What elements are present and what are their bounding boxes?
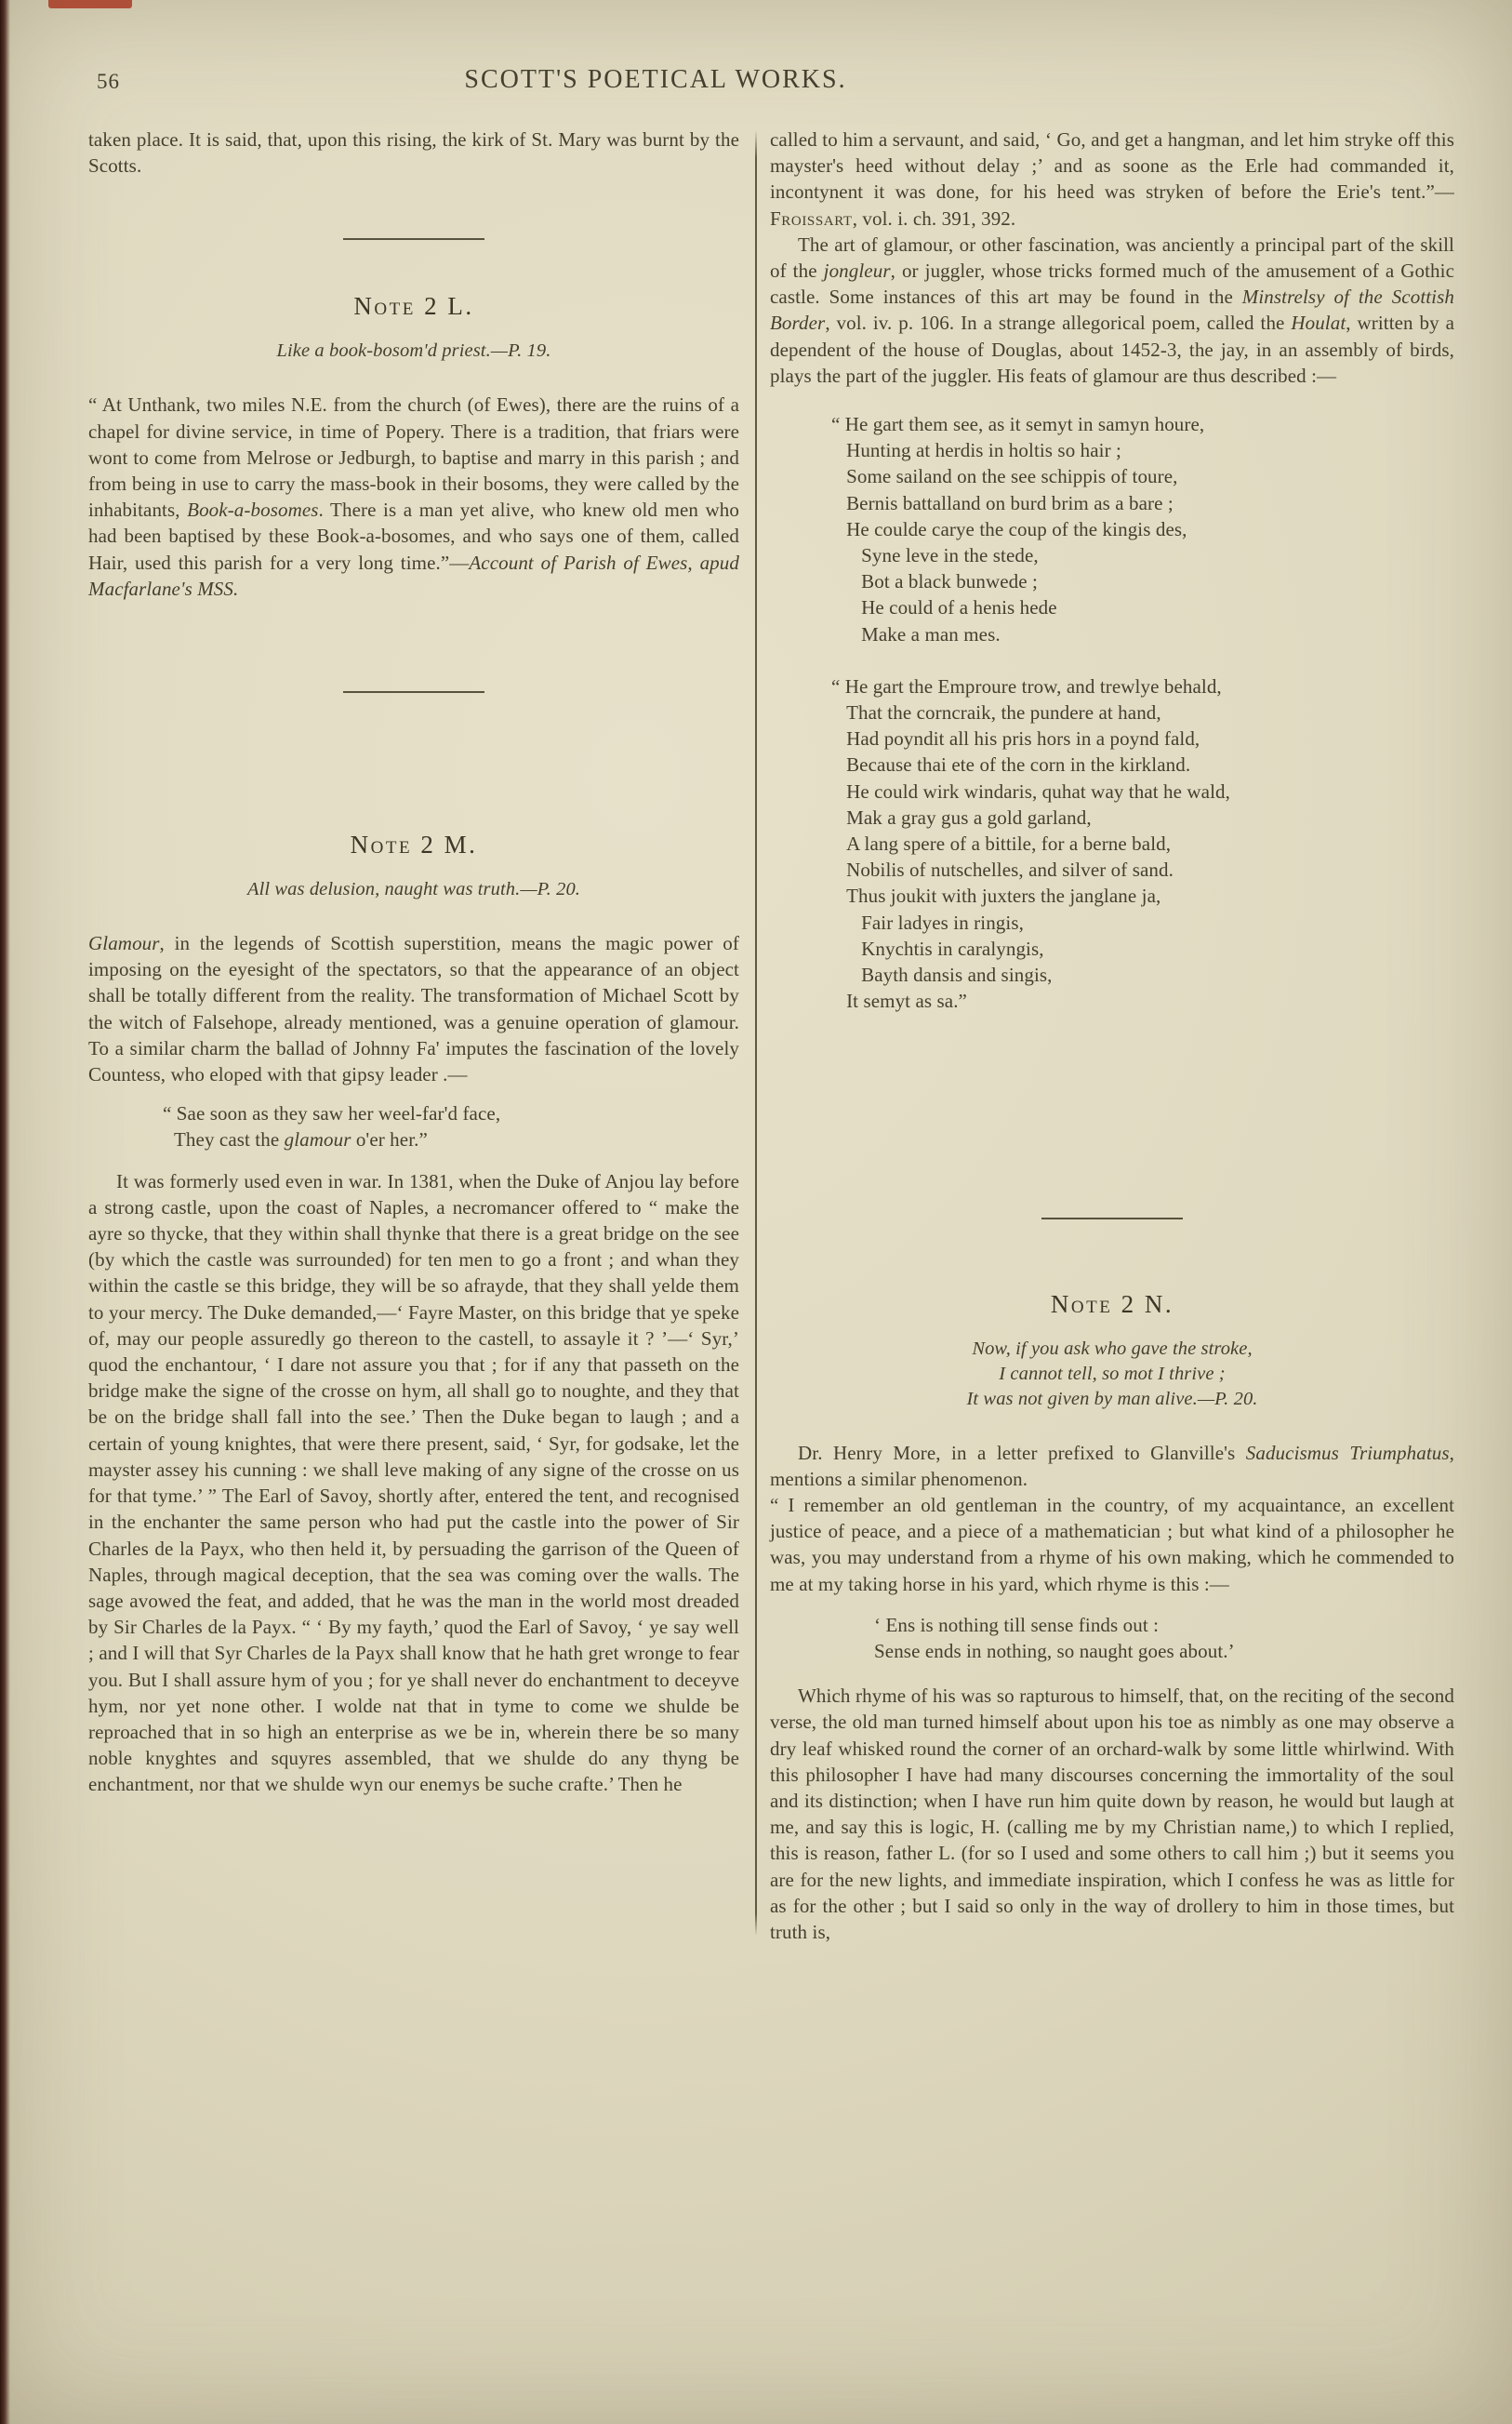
note-n-epigraph: Now, if you ask who gave the stroke, I cannot tell, so mot I thrive ; It was not given by man alive.—P. 20. — [966, 1338, 1258, 1409]
ens-couplet: ‘ Ens is nothing till sense finds out : Sense ends in nothing, so naught goes about.’ — [874, 1613, 1235, 1662]
note-l-body: “ At Unthank, two miles N.E. from the church (of Ewes), there are the ruins of a chapel for divine service, in time of Popery. There is a tradition, that friars were wont to come from Melrose or Jedburgh, to baptise and marry in this parish ; and from being in use to carry the mass-book in their bosoms, they were called by the inhabitants, Book-a-bosomes. There is a man yet alive, who knew old men who had been baptised by these Book-a-bosomes, and who says one of them, called Hair, used this parish for a very long time.”—Account of Parish of Ewes, apud Macfarlane's MSS. — [88, 393, 740, 600]
right-column — [770, 127, 1454, 1945]
note-m-body: Glamour, in the legends of Scottish superstition, means the magic power of imposing on the eyesight of the spectators, so that the appearance of an object shall be totally different from the reality. The transformation of Michael Scott by the witch of Falsehope, already mentioned, was a genuine operation of glamour. To a similar charm the ballad of Johnny Fa' imputes the fascination of the lovely Countess, who eloped with that gipsy leader .— — [88, 932, 739, 1086]
binding-edge-shadow — [0, 0, 10, 2424]
houlat-verse-stanza-2: “ He gart the Emproure trow, and trewlye behald, That the corncraik, the pundere at hand, Had poyndit all his pris hors in a poynd fald, Because thai ete of the corn in the kirkland. He could wirk windaris, quhat way that he wald, Mak a gray gus a gold garland, A lang spere of a bittile, for a berne bald, Nobilis of nutschelles, and silver of sand. Thus joukit with juxters the janglane ja, Fair ladyes in ringis, Knychtis in caralyngis, Bayth dansis and singis, It semyt as sa.” — [831, 674, 1230, 1013]
froissart-continuation-paragraph: called to him a servaunt, and said, ‘ Go, and get a hangman, and let him stryke off this mayster's heed without delay ;’ and as soone as the Erle had commanded it, incontynent it was done, for his heed was stryken of before the Erie's tent.”—Froissart, vol. i. ch. 391, 392. — [770, 128, 1454, 230]
note-n-quote-paragraph: “ I remember an old gentleman in the country, of my acquaintance, an excellent justice of peace, and a piece of a mathematician ; but what kind of a philosopher he was, you may understand from a rhyme of his own making, which he commended to me at my taking horse in his yard, which rhyme is this :— — [770, 1493, 1454, 1595]
page-number: 56 — [97, 70, 120, 93]
red-binding-mark — [48, 0, 132, 8]
note-n-heading: Note 2 N. — [1050, 1289, 1174, 1318]
section-rule — [343, 238, 484, 240]
war-anecdote-paragraph: It was formerly used even in war. In 1381, when the Duke of Anjou lay before a strong castle, upon the coast of Naples, a necromancer offered to “ make the ayre so thycke, that they within shall thynke that there is a great bridge on the see (by which the castle was surrounded) for ten men to go a front ; and whan they within the castle se this bridge, they will be so afrayde, that they shall yelde them to your mercy. The Duke demanded,—‘ Fayre Master, on this bridge that ye speke of, may our people assuredly go thereon to the castell, to assayle it ? ’—‘ Syr,’ quod the enchantour, ‘ I dare not assure you that ; for if any that passeth on the bridge make the signe of the crosse on hym, all shall go to noughte, and they that be on the bridge shall fall into the see.’ Then the Duke began to laugh ; and a certain of young knightes, that were there present, said, ‘ Syr, for godsake, let the mayster assey his cunning : we shall leve making of any signe of the crosse on us for that tyme.’ ” The Earl of Savoy, shortly after, entered the tent, and recognised in the enchanter the same person who had put the castle into the power of Sir Charles de la Payx, who then held it, by persuading the garrison of the Queen of Naples, through magical deception, that the sea was coming over the walls. The sage avowed the feat, and added, that he was the man in the world most dreaded by Sir Charles de la Payx. “ ‘ By my fayth,’ quod the Earl of Savoy, ‘ ye say well ; and I will that Syr Charles de la Payx shall know that he hath gret wronge to fear you. But I shall assure hym of you ; for ye shall never do enchantment to deceyve hym, nor yet none other. I wolde nat that in tyme to come we shulde be reproached that in so high an enterprise as we be in, wherein there be so many noble knyghtes and squyres assembled, that we shulde do any thyng be enchantment, nor that we shulde wyn our enemys be suche crafte.’ Then he — [88, 1169, 739, 1796]
column-divider — [755, 130, 757, 1936]
ballad-quote — [163, 1100, 739, 1152]
ballad-quote-line: They cast the glamour o'er her.” — [174, 1128, 428, 1152]
glamour-art-paragraph: The art of glamour, or other fascination, was anciently a principal part of the skill of the jongleur, or juggler, whose tricks formed much of the amusement of a Gothic castle. Some instances of this art may be found in the Minstrelsy of the Scottish Border, vol. iv. p. 106. In a strange allegorical poem, called the Houlat, written by a dependent of the house of Douglas, about 1452-3, the jay, in an assembly of birds, plays the part of the juggler. His feats of glamour are thus described :— — [770, 233, 1454, 387]
ballad-quote-line: “ Sae soon as they saw her weel-far'd face, — [163, 1102, 501, 1125]
houlat-verse-stanza-1: “ He gart them see, as it semyt in samyn houre, Hunting at herdis in holtis so hair ; Some sailand on the see schippis of toure, Bernis battalland on burd brim as a bare ; He coulde carye the coup of the kingis des, Syne leve in the stede, Bot a black bunwede ; He could of a henis hede Make a man mes. — [831, 413, 1205, 646]
note-n-intro-paragraph: Dr. Henry More, in a letter prefixed to Glanville's Saducismus Triumphatus, mentions a similar phenomenon. — [770, 1441, 1454, 1490]
continuation-paragraph: taken place. It is said, that, upon this rising, the kirk of St. Mary was burnt by the Scotts. — [88, 128, 739, 178]
left-column — [88, 127, 739, 1945]
running-head-title: SCOTT'S POETICAL WORKS. — [464, 65, 847, 94]
note-l-epigraph: Like a book-bosom'd priest.—P. 19. — [276, 340, 551, 362]
two-column-text — [88, 127, 1512, 1945]
note-n-closing-paragraph: Which rhyme of his was so rapturous to himself, that, on the reciting of the second verse, the old man turned himself about upon his toe as nimbly as one may observe a dry leaf whisked round the corner of an orchard-walk by some little whirlwind. With this philosopher I have had many discourses concerning the immortality of the soul and its distinction; when I have run him quite down by reason, he would but laugh at me, and say this is logic, H. (calling me by my Christian name,) to which I replied, this is reason, father L. (for so I used and some others to call him ;) but it seems you are for the new lights, and immediate inspiration, which I confess he was as little for as for the other ; but I said so only in the way of drollery to him in those times, but truth is, — [770, 1685, 1454, 1943]
note-l-heading: Note 2 L. — [353, 292, 474, 321]
note-m-epigraph: All was delusion, naught was truth.—P. 20. — [246, 879, 581, 900]
section-rule — [1041, 1218, 1183, 1219]
note-m-heading: Note 2 M. — [350, 831, 478, 859]
running-head — [0, 65, 1512, 102]
section-rule — [343, 691, 484, 693]
